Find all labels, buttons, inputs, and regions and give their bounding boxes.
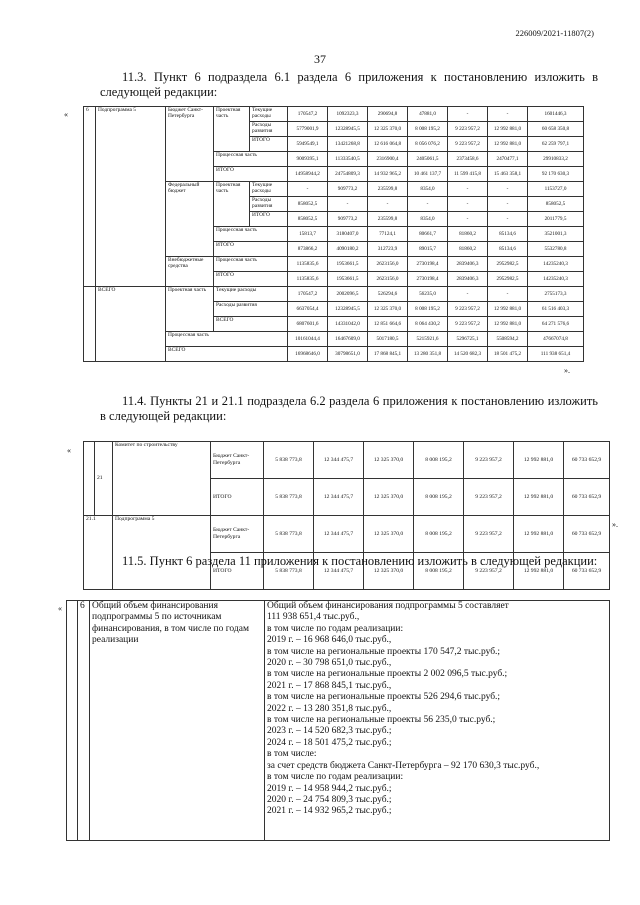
summary-line: в том числе на региональные проекты 526 294,6 тыс.руб.; [267, 692, 501, 703]
table-row [84, 107, 584, 122]
value-cell: - [488, 287, 528, 302]
section-11-5-heading [100, 554, 598, 569]
itogo-label: ИТОГО [214, 272, 288, 287]
summary-line: 111 938 651,4 тыс.руб., [267, 612, 360, 623]
itogo-label: ИТОГО [211, 553, 264, 590]
value-cell: 9009395,1 [288, 152, 328, 167]
value-cell: - [448, 197, 488, 212]
value-cell: 9 223 957,2 [464, 479, 514, 516]
value-cell: 235599,8 [368, 182, 408, 197]
value-cell: 18 501 475,2 [488, 347, 528, 362]
summary-line: в том числе на региональные проекты 2 002 096,5 тыс.руб.; [267, 669, 508, 680]
value-cell: 14 520 682,3 [448, 347, 488, 362]
value-cell: 92 170 630,3 [528, 167, 584, 182]
process-part-label: Процессная часть [166, 332, 288, 347]
value-cell: 12 851 664,6 [368, 317, 408, 332]
itogo-label: ИТОГО [250, 212, 288, 227]
value-cell: 873866,2 [288, 242, 328, 257]
value-cell: 8 008 195,2 [408, 302, 448, 317]
value-cell: 12 992 881,0 [488, 302, 528, 317]
value-cell: - [488, 182, 528, 197]
value-cell: 60 733 652,9 [564, 516, 610, 553]
value-cell: - [448, 287, 488, 302]
value-cell: 14235240,3 [528, 257, 584, 272]
itogo-label: ИТОГО [214, 242, 288, 257]
process-part-label: Процессная часть [214, 227, 288, 242]
value-cell: 858052,5 [288, 212, 328, 227]
value-cell: 2470477,1 [488, 152, 528, 167]
value-cell: 12 344 475,7 [314, 553, 364, 590]
value-cell: 1135835,6 [288, 272, 328, 287]
value-cell: 2011779,5 [528, 212, 584, 227]
value-cell: 16968646,0 [288, 347, 328, 362]
summary-line: 2021 г. – 17 868 845,1 тыс.руб., [267, 680, 392, 691]
value-cell: 12 992 881,0 [514, 553, 564, 590]
source-federal: Федеральный бюджет [166, 182, 214, 257]
current-expenses-label: Текущие расходы [214, 287, 288, 302]
value-cell: 81860,2 [448, 227, 488, 242]
value-cell: 29910833,2 [528, 152, 584, 167]
value-cell: 12 344 475,7 [314, 479, 364, 516]
value-cell: 2373458,6 [448, 152, 488, 167]
value-cell: 9 223 957,2 [464, 442, 514, 479]
itogo-label: ИТОГО [211, 479, 264, 516]
value-cell: 909773,2 [328, 182, 368, 197]
value-cell: - [488, 197, 528, 212]
value-cell: 1953661,5 [328, 257, 368, 272]
value-cell: 12 992 881,0 [514, 442, 564, 479]
row-number: 6 [84, 107, 96, 287]
summary-line: 2022 г. – 13 280 351,8 тыс.руб., [267, 703, 392, 714]
value-cell: 5 838 773,8 [264, 553, 314, 590]
summary-line: в том числе по годам реализации: [267, 623, 404, 634]
value-cell: 2755173,3 [528, 287, 584, 302]
value-cell: - [368, 197, 408, 212]
page-number: 37 [314, 52, 326, 66]
summary-line: 2021 г. – 14 932 965,2 тыс.руб.; [267, 806, 392, 817]
value-cell: 14 932 965,2 [368, 167, 408, 182]
value-cell: 60 733 652,9 [564, 479, 610, 516]
value-cell: 5 838 773,8 [264, 442, 314, 479]
program-name: Подпрограмма 5 [113, 516, 211, 590]
value-cell: 15 463 358,1 [488, 167, 528, 182]
value-cell: - [448, 212, 488, 227]
value-cell: 12 344 475,7 [314, 442, 364, 479]
value-cell: 909773,2 [328, 212, 368, 227]
value-cell: 12 992 881,0 [488, 122, 528, 137]
summary-line: 2019 г. – 14 958 944,2 тыс.руб.; [267, 783, 392, 794]
value-cell: 8 008 195,2 [408, 122, 448, 137]
project-part-label: Проектная часть [214, 107, 250, 152]
value-cell: 10161044,4 [288, 332, 328, 347]
value-cell: 8 008 195,2 [414, 516, 464, 553]
value-cell: 9 223 957,2 [448, 122, 488, 137]
value-cell: 2405061,5 [408, 152, 448, 167]
value-cell: 81860,2 [448, 242, 488, 257]
value-cell: 2839406,3 [448, 272, 488, 287]
financing-table-6-1 [83, 106, 584, 362]
value-cell: 2730198,4 [408, 257, 448, 272]
value-cell: 12328945,5 [328, 302, 368, 317]
development-expenses-label: Расходы развития [214, 302, 288, 317]
value-cell: - [448, 107, 488, 122]
summary-lines [265, 601, 610, 841]
project-part-label: Проектная часть [166, 287, 214, 332]
value-cell: 77124,1 [368, 227, 408, 242]
value-cell: 5949549,1 [288, 137, 328, 152]
value-cell: 30798651,0 [328, 347, 368, 362]
table-row [67, 601, 610, 841]
value-cell: 1601446,3 [528, 107, 584, 122]
value-cell: 858052,5 [288, 197, 328, 212]
value-cell: 10 461 137,7 [408, 167, 448, 182]
summary-line: в том числе: [267, 749, 317, 760]
value-cell: 5017180,5 [368, 332, 408, 347]
value-cell: 526294,6 [368, 287, 408, 302]
value-cell: 14235240,3 [528, 272, 584, 287]
value-cell: 170547,2 [288, 287, 328, 302]
value-cell: 56235,0 [408, 287, 448, 302]
value-cell: 1153727,0 [528, 182, 584, 197]
summary-line: в том числе на региональные проекты 170 547,2 тыс.руб.; [267, 646, 501, 657]
row-number: 21.1 [84, 516, 113, 590]
value-cell: 9 223 957,2 [464, 516, 514, 553]
vsego-label: ВСЕГО [166, 347, 288, 362]
value-cell: 9 223 957,2 [448, 302, 488, 317]
table-row [84, 287, 584, 302]
value-cell: 858052,5 [528, 197, 584, 212]
value-cell: 11 599 415,8 [448, 167, 488, 182]
current-expenses-label: Текущие расходы [250, 107, 288, 122]
value-cell: 9 223 957,2 [448, 317, 488, 332]
value-cell: 12 344 475,7 [314, 516, 364, 553]
value-cell: 12 325 370,0 [364, 516, 414, 553]
source-extrabudgetary: Внебюджетные средства [166, 257, 214, 287]
table-row [84, 516, 610, 553]
value-cell: - [288, 182, 328, 197]
current-expenses-label: Текущие расходы [250, 182, 288, 197]
value-cell: 235599,8 [368, 212, 408, 227]
value-cell: 60 733 652,9 [564, 442, 610, 479]
value-cell: 2623156,0 [368, 272, 408, 287]
value-cell: 2002096,5 [328, 287, 368, 302]
value-cell: - [488, 107, 528, 122]
value-cell: - [328, 197, 368, 212]
value-cell: - [488, 212, 528, 227]
summary-line: Общий объем финансирования подпрограммы 5 составляет [267, 601, 509, 611]
value-cell: 13 280 351,8 [408, 347, 448, 362]
summary-line: 2020 г. – 24 754 809,3 тыс.руб.; [267, 794, 392, 805]
value-cell: 5215921,6 [408, 332, 448, 347]
row-number: 6 [78, 601, 90, 841]
value-cell: 16467609,0 [328, 332, 368, 347]
value-cell: 8 008 195,2 [414, 553, 464, 590]
summary-line: 2023 г. – 14 520 682,3 тыс.руб.; [267, 726, 392, 737]
value-cell: 12 992 881,0 [514, 516, 564, 553]
value-cell: 85134,6 [488, 242, 528, 257]
value-cell: 64 271 576,6 [528, 317, 584, 332]
value-cell: 1092323,3 [328, 107, 368, 122]
value-cell: 12328945,5 [328, 122, 368, 137]
row-number: 21 [95, 442, 113, 516]
table1-open-quote: « [64, 110, 68, 119]
itogo-label: ИТОГО [214, 167, 288, 182]
vsego-label: ВСЕГО [214, 317, 288, 332]
summary-label: Общий объем финансирования подпрограммы 5 по источникам финансирования, в том числе по годам реализации [90, 601, 265, 841]
value-cell: 8 008 195,2 [414, 442, 464, 479]
financing-summary-table [66, 600, 610, 841]
value-cell: 12 992 881,0 [514, 479, 564, 516]
value-cell: 12 325 370,0 [368, 302, 408, 317]
table3-open-quote: « [58, 604, 62, 613]
value-cell: 15813,7 [288, 227, 328, 242]
value-cell: 9 223 957,2 [464, 553, 514, 590]
value-cell: - [448, 182, 488, 197]
value-cell: 12 325 370,0 [364, 479, 414, 516]
value-cell: 60 733 652,9 [564, 553, 610, 590]
value-cell: 12 616 064,8 [368, 137, 408, 152]
table1-close-quote: ». [564, 366, 570, 375]
process-part-label: Процессная часть [214, 257, 288, 272]
value-cell: 111 938 651,4 [528, 347, 584, 362]
value-cell: 8 064 430,2 [408, 317, 448, 332]
value-cell: 5296725,1 [448, 332, 488, 347]
value-cell: 312723,9 [368, 242, 408, 257]
value-cell: 12 325 370,0 [364, 442, 414, 479]
summary-line: 2019 г. – 16 968 646,0 тыс.руб., [267, 635, 392, 646]
value-cell: 11333540,5 [328, 152, 368, 167]
section-11-5-text: 11.5. Пункт 6 раздела 11 приложения к постановлению изложить в следующей редакции: [122, 554, 598, 568]
value-cell: 1135835,6 [288, 257, 328, 272]
section-11-4-heading [100, 394, 598, 424]
value-cell: 5779001,9 [288, 122, 328, 137]
value-cell: 2623156,0 [368, 257, 408, 272]
value-cell: 4090180,2 [328, 242, 368, 257]
committee-name: Комитет по строительству [113, 442, 211, 516]
section-11-3-text: 11.3. Пункт 6 подраздела 6.1 раздела 6 приложения к постановлению изложить в следующей редакции: [100, 70, 598, 99]
value-cell: 2952982,5 [488, 257, 528, 272]
value-cell: 1953661,5 [328, 272, 368, 287]
itogo-label: ИТОГО [250, 137, 288, 152]
value-cell: 3180407,0 [328, 227, 368, 242]
section-11-4-text: 11.4. Пункты 21 и 21.1 подраздела 6.2 раздела 6 приложения к постановлению изложить в следующей редакции: [100, 394, 598, 423]
value-cell: 12 325 370,0 [364, 553, 414, 590]
value-cell: 8 056 076,2 [408, 137, 448, 152]
value-cell: 17 868 845,1 [368, 347, 408, 362]
summary-line: в том числе по годам реализации: [267, 772, 404, 783]
value-cell: 12 325 370,0 [368, 122, 408, 137]
value-cell: 2839406,3 [448, 257, 488, 272]
value-cell: 47667074,8 [528, 332, 584, 347]
process-part-label: Процессная часть [214, 152, 288, 167]
value-cell: - [408, 197, 448, 212]
summary-line: за счет средств бюджета Санкт-Петербурга – 92 170 630,3 тыс.руб., [267, 760, 540, 771]
value-cell: 13421268,8 [328, 137, 368, 152]
value-cell: 12 992 881,0 [488, 137, 528, 152]
value-cell: 5 838 773,8 [264, 516, 314, 553]
total-label: ВСЕГО [96, 287, 166, 362]
value-cell: 61 516 403,3 [528, 302, 584, 317]
program-name: Подпрограмма 5 [96, 107, 166, 287]
value-cell: 170547,2 [288, 107, 328, 122]
value-cell: 2730198,4 [408, 272, 448, 287]
value-cell: 62 259 797,1 [528, 137, 584, 152]
section-11-3-heading [100, 70, 598, 100]
source-spb: Бюджет Санкт-Петербурга [166, 107, 214, 182]
summary-line: в том числе на региональные проекты 56 235,0 тыс.руб.; [267, 715, 496, 726]
value-cell: 12 992 881,0 [488, 317, 528, 332]
value-cell: 80661,7 [408, 227, 448, 242]
table2-close-quote: ». [612, 520, 618, 529]
source-spb: Бюджет Санкт-Петербурга [211, 442, 264, 479]
table2-open-quote: « [67, 446, 71, 455]
value-cell: 5532780,8 [528, 242, 584, 257]
value-cell: 5 838 773,8 [264, 479, 314, 516]
value-cell: 2316900,4 [368, 152, 408, 167]
value-cell: 14958944,2 [288, 167, 328, 182]
development-expenses-label: Расходы развития [250, 197, 288, 212]
value-cell: 5508594,2 [488, 332, 528, 347]
value-cell: 8354,0 [408, 212, 448, 227]
development-expenses-label: Расходы развития [250, 122, 288, 137]
value-cell: 47881,0 [408, 107, 448, 122]
value-cell: 6637054,4 [288, 302, 328, 317]
source-spb: Бюджет Санкт-Петербурга [211, 516, 264, 553]
summary-line: 2024 г. – 18 501 475,2 тыс.руб.; [267, 737, 392, 748]
value-cell: 85134,6 [488, 227, 528, 242]
value-cell: 89015,7 [408, 242, 448, 257]
project-part-label: Проектная часть [214, 182, 250, 227]
value-cell: 2952982,5 [488, 272, 528, 287]
value-cell: 60 658 350,8 [528, 122, 584, 137]
value-cell: 9 223 957,2 [448, 137, 488, 152]
table-row [84, 442, 610, 479]
value-cell: 14331042,0 [328, 317, 368, 332]
value-cell: 8354,0 [408, 182, 448, 197]
document-number: 226009/2021-11807(2) [515, 28, 594, 38]
value-cell: 8 008 195,2 [414, 479, 464, 516]
summary-line: 2020 г. – 30 798 651,0 тыс.руб., [267, 658, 392, 669]
value-cell: 24754809,3 [328, 167, 368, 182]
value-cell: 6807601,6 [288, 317, 328, 332]
value-cell: 3521001,3 [528, 227, 584, 242]
value-cell: 290694,8 [368, 107, 408, 122]
